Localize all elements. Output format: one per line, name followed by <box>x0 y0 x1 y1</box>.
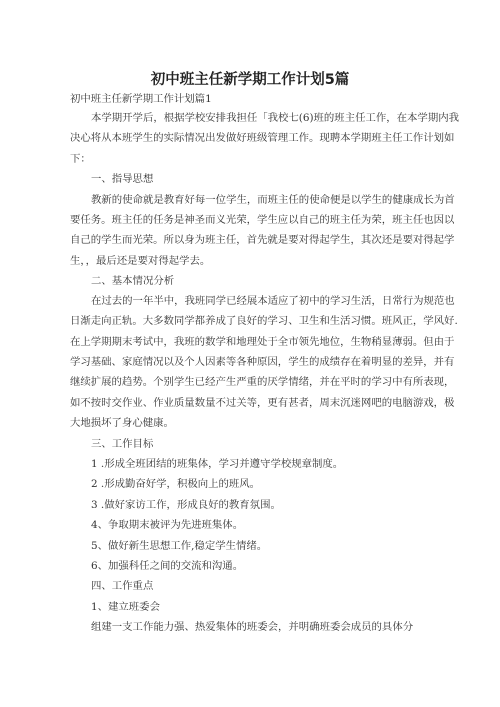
paragraph-line: 教新的使命就是教育好每一位学生，而班主任的使命便是以学生的健康成长为首 <box>91 194 455 206</box>
paragraph-line: 生，，最后还是要对得起学去。 <box>70 255 211 267</box>
list-item: 2 .形成勤奋好学，积极向上的班风。 <box>91 478 261 490</box>
paragraph-line: 继续扩展的趋势。个别学生已经产生严重的厌学情绪，并在平时的学习中有所表现， <box>70 376 455 388</box>
paragraph-line: 下： <box>70 153 91 165</box>
paragraph-line: 大地损坏了身心健康。 <box>70 417 174 429</box>
section-heading: 一、指导思想 <box>91 173 154 185</box>
paragraph-line: 决心将从本班学生的实际情况出发做好班级管理工作。现聘本学期班主任工作计划如 <box>70 132 455 144</box>
section-heading: 四、工作重点 <box>91 580 154 592</box>
paragraph-line: 本学期开学后，根据学校安排我担任「我校七(6)班的班主任工作，在本学期内我 <box>91 112 459 124</box>
paragraph-line: 如不按时交作业、作业质量数量不过关等，更有甚者，周末沉迷网吧的电脑游戏，极 <box>70 397 455 409</box>
paragraph-line: 组建一支工作能力强、热爱集体的班委会，并明确班委会成员的具体分 <box>91 621 414 633</box>
paragraph-line: 自己的学生而光荣。所以身为班主任，首先就是要对得起学生，其次还是要对得起学 <box>70 234 455 246</box>
paragraph-line: 要任务。班主任的任务是神圣而义光荣，学生应以自己的班主任为荣，班主任也因以 <box>70 214 455 226</box>
list-item: 5、做好新生思想工作,稳定学生情绪。 <box>91 540 268 552</box>
paragraph-line: 学习基础、家庭情况以及个人因素等各种原因，学生的成绩存在着明显的差异，并有 <box>70 356 455 368</box>
subsection-heading: 1、建立班委会 <box>91 601 160 613</box>
list-item: 4、争取期末被评为先进班集体。 <box>91 519 244 531</box>
list-item: 3 .做好家访工作，形成良好的教育氛围。 <box>91 499 281 511</box>
paragraph-line: 在上学期期末考试中，我班的数学和地理处于全市领先地位，生物稍显薄弱。但由于 <box>70 336 455 348</box>
section-heading: 二、基本情况分析 <box>91 275 175 287</box>
document-title: 初中班主任新学期工作计划5篇 <box>150 72 350 88</box>
section-heading: 三、工作目标 <box>91 438 154 450</box>
list-item: 1 .形成全班团结的班集体，学习并遵守学校规章制度。 <box>91 458 344 470</box>
list-item: 6、加强科任之间的交流和沟通。 <box>91 560 244 572</box>
section-subtitle: 初中班主任新学期工作计划篇1 <box>70 93 212 105</box>
paragraph-line: 在过去的一年半中，我班同学已经展本适应了初中的学习生活，日常行为规范也 <box>91 295 455 307</box>
paragraph-line: 日渐走向正轨。大多数同学都养成了良好的学习、卫生和生活习惯。班风正，学风好. <box>70 315 458 327</box>
